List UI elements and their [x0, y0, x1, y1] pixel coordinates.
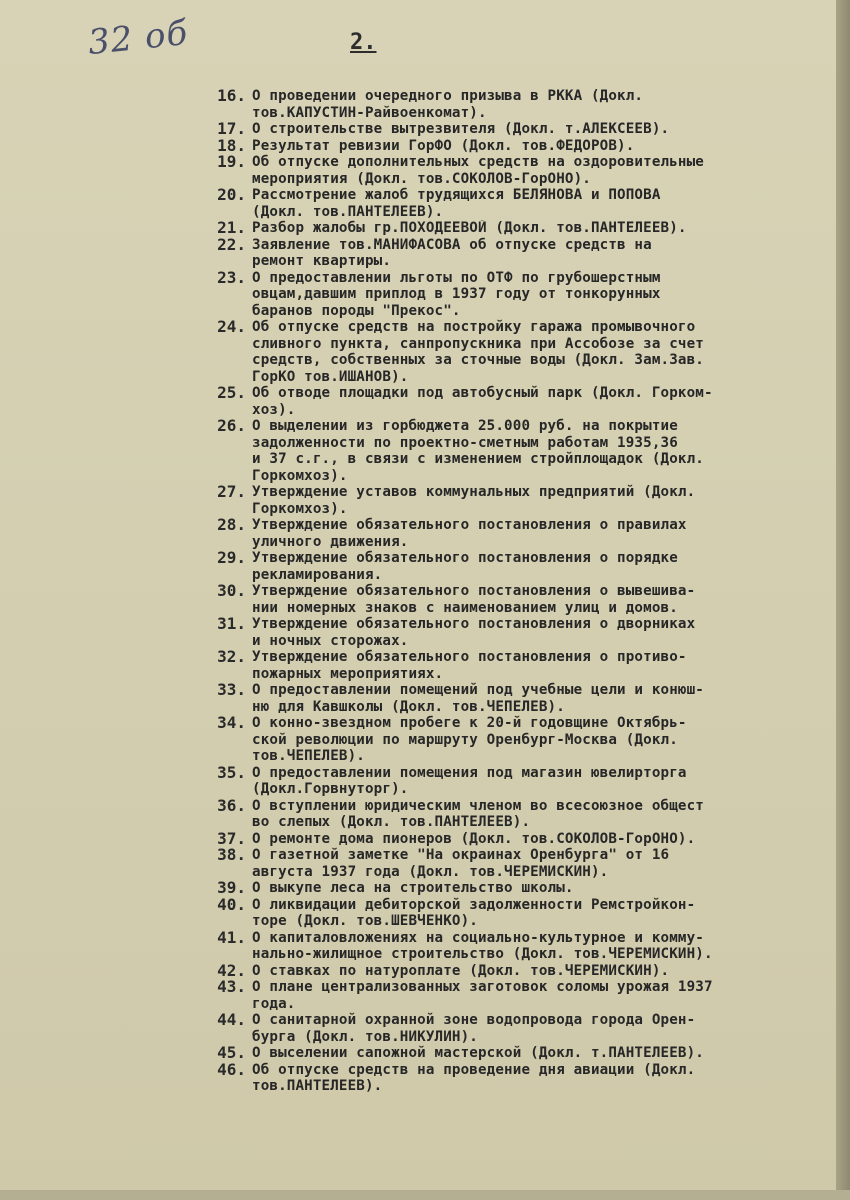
agenda-item-text [252, 831, 832, 848]
agenda-item-line: хоз). [252, 401, 296, 418]
agenda-item-line: О ремонте дома пионеров (Докл. тов.СОКОЛОВ-ГорОНО). [252, 830, 696, 847]
agenda-item [206, 715, 832, 765]
agenda-item-number: 30. [217, 581, 246, 600]
agenda-item [206, 1059, 832, 1095]
agenda-item [206, 135, 832, 155]
agenda-item [206, 847, 832, 880]
agenda-item [206, 220, 832, 237]
agenda-item-line: нально-жилищное строительство (Докл. тов.ЧЕРЕМИСКИН). [252, 946, 713, 962]
agenda-item-number: 39. [217, 878, 246, 897]
agenda-item-line: и 37 с.г., в связи с изменением стройплощадок (Докл. [252, 451, 704, 467]
agenda-item-line: О капиталовложениях на социально-культурное и комму- [252, 929, 704, 946]
agenda-item-text [252, 880, 832, 897]
agenda-item-line: Утверждение обязательного постановления о порядке [252, 550, 678, 566]
agenda-item-line: пожарных мероприятиях. [252, 665, 444, 682]
agenda-item-text [252, 237, 832, 270]
agenda-item-text [252, 517, 832, 550]
agenda-item-text [252, 550, 832, 583]
agenda-item-line: августа 1937 года (Докл. тов.ЧЕРЕМИСКИН). [252, 863, 609, 880]
agenda-item-line: О ставках по натуроплате (Докл. тов.ЧЕРЕМИСКИН). [252, 962, 670, 979]
agenda-item-text [252, 319, 832, 385]
agenda-item-number: 35. [217, 762, 246, 782]
agenda-item-number: 46. [217, 1059, 246, 1079]
page-edge-right [836, 0, 850, 1200]
agenda-item [206, 927, 832, 963]
agenda-item-line: года. [252, 995, 296, 1012]
agenda-item-number: 29. [217, 548, 246, 567]
agenda-item-number: 37. [217, 828, 246, 848]
agenda-item-line: Утверждение обязательного постановления о вывешива- [252, 583, 696, 599]
agenda-item-line: О санитарной охранной зоне водопровода города Орен- [252, 1012, 696, 1028]
agenda-item [206, 418, 832, 484]
agenda-item-line: О проведении очередного призыва в РККА (Докл. [252, 88, 644, 104]
agenda-item-line: Об отпуске дополнительных средств на оздоровительные [252, 154, 704, 170]
agenda-item-line: Результат ревизии ГорФО (Докл. тов.ФЕДОРОВ). [252, 137, 635, 154]
agenda-item-line: во слепых (Докл. тов.ПАНТЕЛЕЕВ). [252, 814, 531, 830]
agenda-item-number: 28. [217, 515, 246, 534]
agenda-item [206, 762, 832, 798]
agenda-item-text [252, 154, 832, 187]
agenda-item-text [252, 187, 832, 220]
agenda-item-number: 20. [217, 185, 246, 204]
agenda-item [206, 828, 832, 848]
agenda-item [206, 1012, 832, 1045]
agenda-item-number: 21. [217, 218, 246, 237]
agenda-item-text [252, 270, 832, 320]
agenda-item-number: 27. [217, 482, 246, 501]
agenda-item-text [252, 616, 832, 649]
agenda-item [206, 154, 832, 187]
agenda-item-text [252, 1012, 832, 1045]
agenda-item-line: Утверждение обязательного постановления о правилах [252, 517, 687, 533]
agenda-item-line: Горкомхоз). [252, 467, 348, 484]
agenda-item-number: 45. [217, 1043, 246, 1062]
agenda-item-line: баранов породы "Прекос". [252, 302, 461, 319]
agenda-item [206, 517, 832, 550]
agenda-item-line: овцам,давшим приплод в 1937 году от тонкорунных [252, 286, 661, 302]
agenda-item-text [252, 418, 832, 484]
agenda-item-number: 38. [217, 845, 246, 864]
agenda-item-line: рекламирования. [252, 566, 383, 583]
agenda-item-number: 36. [217, 795, 246, 815]
page-number: 2. [350, 30, 377, 55]
agenda-item-line: и ночных сторожах. [252, 632, 409, 649]
agenda-item-text [252, 88, 832, 121]
agenda-item-line: Об отводе площадки под автобусный парк (Докл. Горком- [252, 385, 713, 401]
agenda-item-number: 31. [217, 614, 246, 633]
agenda-item-line: тов.КАПУСТИН-Райвоенкомат). [252, 104, 487, 121]
agenda-item-number: 40. [217, 894, 246, 914]
agenda-item-text [252, 715, 832, 765]
agenda-item-line: (Докл.Горвнуторг). [252, 781, 409, 797]
agenda-item-line: О строительстве вытрезвителя (Докл. т.АЛЕКСЕЕВ). [252, 121, 670, 137]
agenda-item-line: ремонт квартиры. [252, 253, 392, 269]
agenda-item-line: бурга (Докл. тов.НИКУЛИН). [252, 1028, 478, 1045]
agenda-item-number: 19. [217, 152, 246, 171]
agenda-item-number: 22. [217, 234, 246, 254]
agenda-item-line: О газетной заметке "На окраинах Оренбурга" от 16 [252, 847, 670, 863]
agenda-item-line: О предоставлении льготы по ОТФ по грубошерстным [252, 269, 661, 286]
agenda-item [206, 880, 832, 897]
agenda-item [206, 234, 832, 270]
agenda-item [206, 616, 832, 649]
agenda-item [206, 121, 832, 138]
agenda-item-line: Об отпуске средств на проведение дня авиации (Докл. [252, 1061, 696, 1078]
agenda-item [206, 550, 832, 583]
agenda-item-line: Утверждение уставов коммунальных предприятий (Докл. [252, 484, 696, 500]
agenda-item-line: Об отпуске средств на постройку гаража промывочного [252, 319, 696, 335]
agenda-item-number: 42. [217, 960, 246, 980]
agenda-item-number: 33. [217, 680, 246, 699]
agenda-item-line: Утверждение обязательного постановления о противо- [252, 649, 687, 665]
page-edge-bottom [0, 1190, 850, 1200]
agenda-item-line: задолженности по проектно-сметным работам 1935,36 [252, 434, 678, 451]
agenda-item-line: средств, собственных за сточные воды (Докл. Зам.Зав. [252, 352, 704, 368]
agenda-item [206, 894, 832, 930]
agenda-item [206, 187, 832, 220]
agenda-item-text [252, 583, 832, 616]
agenda-item-text [252, 220, 832, 237]
agenda-item-line: О выделении из горбюджета 25.000 руб. на покрытие [252, 418, 678, 434]
handwritten-page-reference: 32 об [86, 12, 191, 64]
agenda-item [206, 319, 832, 385]
agenda-item-number: 24. [217, 317, 246, 336]
agenda-item-line: О конно-звездном пробеге к 20-й годовщине Октябрь- [252, 715, 687, 731]
agenda-item [206, 649, 832, 682]
agenda-item [206, 583, 832, 616]
agenda-item-text [252, 963, 832, 980]
agenda-item-line: нии номерных знаков с наименованием улиц и домов. [252, 599, 678, 616]
agenda-item-text [252, 682, 832, 715]
agenda-item [206, 979, 832, 1012]
agenda-item-number: 32. [217, 647, 246, 666]
agenda-item-line: тов.ПАНТЕЛЕЕВ). [252, 1078, 383, 1094]
agenda-item-line: ню для Кавшколы (Докл. тов.ЧЕПЕЛЕВ). [252, 698, 565, 715]
agenda-item [206, 385, 832, 418]
agenda-item [206, 88, 832, 121]
agenda-item-number: 18. [217, 135, 246, 155]
agenda-item-line: ГорКО тов.ИШАНОВ). [252, 368, 409, 385]
agenda-item-number: 44. [217, 1010, 246, 1029]
agenda-item-line: ской революции по маршруту Оренбург-Москва (Докл. [252, 731, 678, 748]
agenda-item-text [252, 484, 832, 517]
agenda-item-line: О вступлении юридическим членом во всесоюзное общест [252, 797, 704, 814]
agenda-item-text [252, 897, 832, 930]
agenda-item [206, 267, 832, 320]
agenda-item-line: Заявление тов.МАНИФАСОВА об отпуске средств на [252, 236, 652, 253]
agenda-item-line: О ликвидации дебиторской задолженности Ремстройкон- [252, 896, 696, 913]
agenda-item-line: Горкомхоз). [252, 500, 348, 517]
agenda-item-line: Рассмотрение жалоб трудящихся БЕЛЯНОВА и ПОПОВА [252, 187, 661, 203]
agenda-item-number: 25. [217, 383, 246, 402]
agenda-item-text [252, 1062, 832, 1095]
agenda-item-number: 16. [217, 86, 246, 105]
agenda-item-text [252, 138, 832, 155]
agenda-item-line: О выселении сапожной мастерской (Докл. т.ПАНТЕЛЕЕВ). [252, 1045, 704, 1061]
agenda-item [206, 682, 832, 715]
agenda-item-text [252, 979, 832, 1012]
agenda-item-line: Разбор жалобы гр.ПОХОДЕЕВОЙ (Докл. тов.ПАНТЕЛЕЕВ). [252, 220, 687, 236]
agenda-item-text [252, 765, 832, 798]
agenda-item-number: 43. [217, 977, 246, 996]
agenda-item-line: О предоставлении помещений под учебные цели и конюш- [252, 682, 704, 698]
agenda-item-line: О выкупе леса на строительство школы. [252, 880, 574, 896]
agenda-item-line: Утверждение обязательного постановления о дворниках [252, 616, 696, 632]
agenda-item-text [252, 1045, 832, 1062]
agenda-item-text [252, 798, 832, 831]
agenda-item-line: О предоставлении помещения под магазин ювелирторга [252, 764, 687, 781]
agenda-item-line: тов.ЧЕПЕЛЕВ). [252, 748, 365, 764]
agenda-item-line: (Докл. тов.ПАНТЕЛЕЕВ). [252, 203, 444, 220]
agenda-item-number: 41. [217, 927, 246, 947]
agenda-item [206, 1045, 832, 1062]
agenda-item [206, 795, 832, 831]
agenda-item [206, 484, 832, 517]
agenda-item-line: О плане централизованных заготовок соломы урожая 1937 [252, 979, 713, 995]
agenda-item-text [252, 385, 832, 418]
agenda-item-text [252, 649, 832, 682]
agenda-item-number: 26. [217, 416, 246, 435]
agenda-item-line: сливного пункта, санпропускника при Ассобозе за счет [252, 335, 704, 352]
agenda-list [206, 88, 832, 1095]
agenda-item-number: 34. [217, 713, 246, 732]
agenda-item-text [252, 847, 832, 880]
agenda-item-number: 17. [217, 119, 246, 138]
agenda-item-text [252, 930, 832, 963]
agenda-item-number: 23. [217, 267, 246, 287]
agenda-item-line: торе (Докл. тов.ШЕВЧЕНКО). [252, 913, 478, 929]
agenda-item [206, 960, 832, 980]
agenda-item-line: мероприятия (Докл. тов.СОКОЛОВ-ГорОНО). [252, 170, 591, 187]
agenda-item-line: уличного движения. [252, 533, 409, 550]
agenda-item-text [252, 121, 832, 138]
